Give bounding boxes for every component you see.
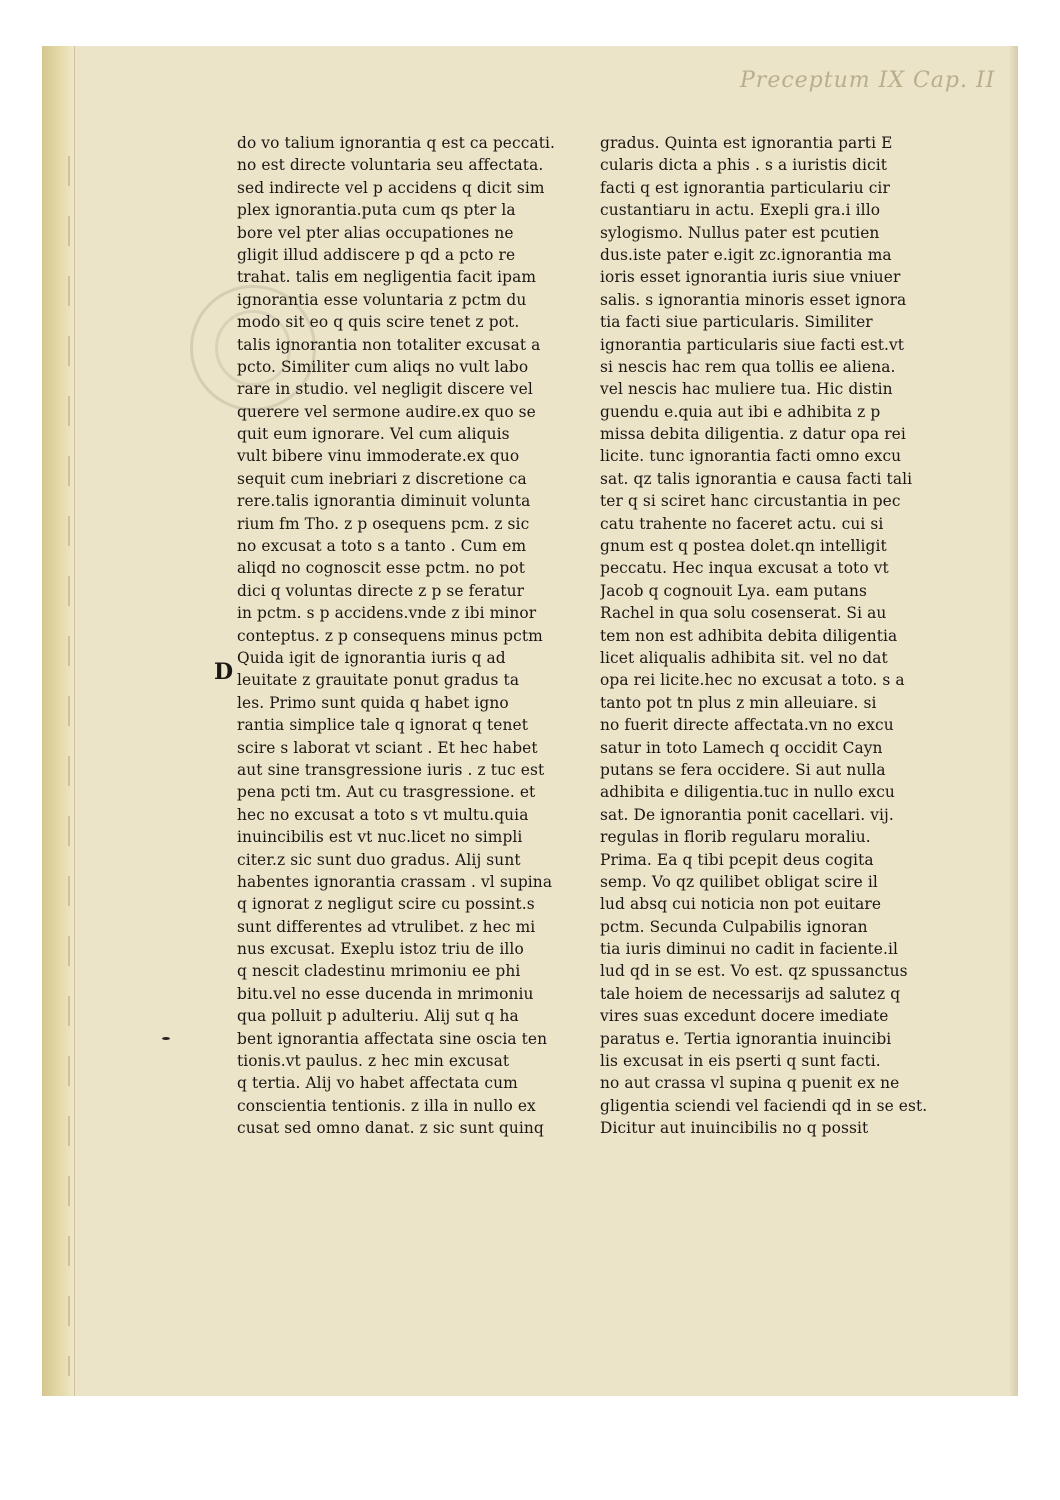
text-line: qua polluit p adulteriu. Alij sut q ha <box>237 1007 519 1026</box>
text-line: vires suas excedunt docere imediate <box>600 1007 889 1026</box>
text-line: guendu e.quia aut ibi e adhibita z p <box>600 402 881 421</box>
text-line: plex ignorantia.puta cum qs pter la <box>237 201 516 220</box>
text-line: tem non est adhibita debita diligentia <box>600 626 898 645</box>
right-text-column <box>600 132 960 1140</box>
text-line: regulas in florib regularu moraliu. <box>600 828 871 847</box>
running-head: Preceptum IX Cap. II <box>740 68 996 93</box>
text-line: vult bibere vinu immoderate.ex quo <box>237 447 520 466</box>
text-line: modo sit eo q quis scire tenet z pot. <box>237 313 520 332</box>
text-line: tia iuris diminui no cadit in faciente.il <box>600 940 899 959</box>
text-line: citer.z sic sunt duo gradus. Alij sunt <box>237 850 521 869</box>
text-line: satur in toto Lamech q occidit Cayn <box>600 738 883 757</box>
text-line: trahat. talis em negligentia facit ipam <box>237 268 537 287</box>
page-right-edge <box>1010 46 1018 1396</box>
text-line: sat. qz talis ignorantia e causa facti tali <box>600 469 913 488</box>
text-line: ter q si sciret hanc circustantia in pec <box>600 492 901 511</box>
text-line: missa debita diligentia. z datur opa rei <box>600 425 906 444</box>
text-line: opa rei licite.hec no excusat a toto. s a <box>600 671 905 690</box>
text-line: custantiaru in actu. Exepli gra.i illo <box>600 201 881 220</box>
text-line: dici q voluntas directe z p se feratur <box>237 581 525 600</box>
text-line: pctm. Secunda Culpabilis ignoran <box>600 917 868 936</box>
text-line: licet aliqualis adhibita sit. vel no dat <box>600 648 888 667</box>
text-line: nus excusat. Exeplu istoz triu de illo <box>237 940 524 959</box>
text-line: lud absq cui noticia non pot euitare <box>600 895 882 914</box>
text-line: peccatu. Hec inqua excusat a toto vt <box>600 559 889 578</box>
text-line: cusat sed omno danat. z sic sunt quinq <box>237 1119 544 1138</box>
text-line: adhibita e diligentia.tuc in nullo excu <box>600 783 895 802</box>
text-line: si nescis hac rem qua tollis ee aliena. <box>600 357 896 376</box>
text-line: dus.iste pater e.igit zc.ignorantia ma <box>600 245 892 264</box>
text-line: no excusat a toto s a tanto . Cum em <box>237 537 527 556</box>
text-line: rantia simplice tale q ignorat q tenet <box>237 716 528 735</box>
text-line: salis. s ignorantia minoris esset ignora <box>600 290 907 309</box>
text-line: rium fm Tho. z p osequens pcm. z sic <box>237 514 530 533</box>
text-line: facti q est ignorantia particulariu cir <box>600 178 890 197</box>
text-line: sunt differentes ad vtrulibet. z hec mi <box>237 917 536 936</box>
text-line: q tertia. Alij vo habet affectata cum <box>237 1074 518 1093</box>
text-line: conteptus. z p consequens minus pctm <box>237 626 543 645</box>
text-line: gradus. Quinta est ignorantia parti E <box>600 134 893 152</box>
text-line: les. Primo sunt quida q habet igno <box>237 693 509 712</box>
text-line: lud qd in se est. Vo est. qz spussanctus <box>600 962 908 981</box>
text-line: no est directe voluntaria seu affectata. <box>237 156 544 175</box>
text-line: ignorantia particularis siue facti est.vt <box>600 335 905 354</box>
text-line: tia facti siue particularis. Similiter <box>600 313 873 332</box>
text-line: rare in studio. vel negligit discere vel <box>237 380 533 399</box>
text-line: Prima. Ea q tibi pcepit deus cogita <box>600 850 874 869</box>
text-line: no fuerit directe affectata.vn no excu <box>600 716 894 735</box>
text-line: gnum est q postea dolet.qn intelligit <box>600 537 887 556</box>
text-line: pcto. Similiter cum aliqs no vult labo <box>237 357 529 376</box>
text-line: cularis dicta a phis . s a iuristis dicit <box>600 156 888 175</box>
text-line: aut sine transgressione iuris . z tuc est <box>237 760 545 779</box>
text-line: in pctm. s p accidens.vnde z ibi minor <box>237 604 537 623</box>
text-line: inuincibilis est vt nuc.licet no simpli <box>237 828 523 847</box>
text-line: tanto pot tn plus z min alleuiare. si <box>600 693 877 712</box>
text-line: catu trahente no faceret actu. cui si <box>600 514 884 533</box>
text-line: talis ignorantia non totaliter excusat a <box>237 335 541 354</box>
ink-speck <box>162 1037 170 1040</box>
text-line: aliqd no cognoscit esse pctm. no pot <box>237 559 526 578</box>
text-line: q nescit cladestinu mrimoniu ee phi <box>237 962 521 981</box>
text-line: semp. Vo qz quilibet obligat scire il <box>600 872 878 891</box>
text-line: bore vel pter alias occupationes ne <box>237 223 514 242</box>
text-line: sed indirecte vel p accidens q dicit sim <box>237 178 545 197</box>
text-line: sequit cum inebriari z discretione ca <box>237 469 527 488</box>
text-line: hec no excusat a toto s vt multu.quia <box>237 805 529 824</box>
text-line: paratus e. Tertia ignorantia inuincibi <box>600 1029 892 1048</box>
text-line: bent ignorantia affectata sine oscia ten <box>237 1029 548 1048</box>
text-line: do vo talium ignorantia q est ca peccati. <box>237 134 556 152</box>
page-edge-marks <box>68 156 70 1376</box>
text-line: scire s laborat vt sciant . Et hec habet <box>237 738 538 757</box>
text-line: leuitate z grauitate ponut gradus ta <box>237 671 520 690</box>
text-line: q ignorat z negligut scire cu possint.s <box>237 895 535 914</box>
left-text-column <box>237 132 589 1140</box>
text-line: gligentia sciendi vel faciendi qd in se est. <box>600 1096 928 1115</box>
text-line: conscientia tentionis. z illa in nullo ex <box>237 1096 536 1115</box>
text-line: gligit illud addiscere p qd a pcto re <box>237 245 516 264</box>
text-line: no aut crassa vl supina q puenit ex ne <box>600 1074 900 1093</box>
text-line: Jacob q cognouit Lya. eam putans <box>600 581 868 600</box>
text-line: bitu.vel no esse ducenda in mrimoniu <box>237 984 534 1003</box>
text-line: putans se fera occidere. Si aut nulla <box>600 760 886 779</box>
text-line: ignorantia esse voluntaria z pctm du <box>237 290 527 309</box>
text-line: habentes ignorantia crassam . vl supina <box>237 872 553 891</box>
text-line: Quida igit de ignorantia iuris q ad <box>237 648 506 667</box>
text-line: tionis.vt paulus. z hec min excusat <box>237 1052 510 1071</box>
text-line: pena pcti tm. Aut cu trasgressione. et <box>237 783 536 802</box>
text-line: Rachel in qua solu cosenserat. Si au <box>600 604 887 623</box>
text-line: quit eum ignorare. Vel cum aliquis <box>237 425 510 444</box>
text-line: querere vel sermone audire.ex quo se <box>237 402 536 421</box>
text-line: licite. tunc ignorantia facti omno excu <box>600 447 902 466</box>
text-line: sat. De ignorantia ponit cacellari. vij. <box>600 805 894 824</box>
text-line: rere.talis ignorantia diminuit volunta <box>237 492 531 511</box>
text-line: Dicitur aut inuincibilis no q possit <box>600 1119 869 1138</box>
marginal-letter: D <box>214 659 234 685</box>
text-line: sylogismo. Nullus pater est pcutien <box>600 223 880 242</box>
page-binding-edge <box>42 46 75 1396</box>
text-line: lis excusat in eis pserti q sunt facti. <box>600 1052 881 1071</box>
text-line: tale hoiem de necessarijs ad salutez q <box>600 984 901 1003</box>
text-line: ioris esset ignorantia iuris siue vniuer <box>600 268 901 287</box>
text-line: vel nescis hac muliere tua. Hic distin <box>600 380 893 399</box>
